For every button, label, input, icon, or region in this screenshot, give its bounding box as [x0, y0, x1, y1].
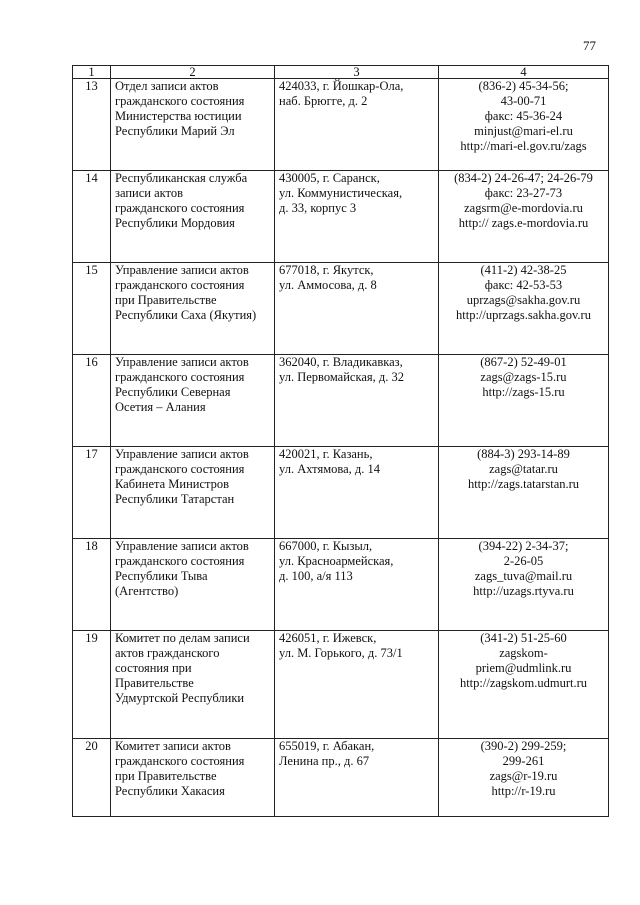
- org-name-line: Республики Саха (Якутия): [115, 308, 257, 322]
- contact-line: (884-3) 293-14-89: [477, 447, 570, 461]
- address-line: 362040, г. Владикавказ,: [279, 355, 403, 369]
- contact-line: факс: 23-27-73: [484, 186, 563, 200]
- address-line: 667000, г. Кызыл,: [279, 539, 373, 553]
- contact-line: 299-261: [502, 754, 545, 768]
- contact-line: uprzags@sakha.gov.ru: [466, 293, 581, 307]
- contacts-cell: [439, 447, 609, 539]
- address-line: ул. Первомайская, д. 32: [279, 370, 404, 384]
- org-name-line: Республики Марий Эл: [115, 124, 235, 138]
- contact-line: (836-2) 45-34-56;: [478, 79, 569, 93]
- contact-line: zags_tuva@mail.ru: [474, 569, 573, 583]
- contact-line: http://zagskom.udmurt.ru: [459, 676, 588, 690]
- address-cell: [275, 355, 439, 447]
- contact-line: zags@r-19.ru: [489, 769, 558, 783]
- org-name-line: Управление записи актов: [115, 539, 249, 553]
- contact-line: (867-2) 52-49-01: [480, 355, 567, 369]
- column-header: 3: [275, 66, 439, 79]
- address-cell: [275, 739, 439, 817]
- org-name-cell: [111, 171, 275, 263]
- org-name-line: Республики Северная: [115, 385, 231, 399]
- org-name-line: Республики Тыва: [115, 569, 208, 583]
- org-name-line: Республиканская служба: [115, 171, 248, 185]
- contacts-cell: [439, 539, 609, 631]
- contact-line: (390-2) 299-259;: [480, 739, 567, 753]
- table-row: [73, 739, 609, 817]
- org-name-cell: [111, 631, 275, 739]
- address-line: 430005, г. Саранск,: [279, 171, 380, 185]
- contact-line: (411-2) 42-38-25: [480, 263, 567, 277]
- org-name-line: гражданского состояния: [115, 94, 245, 108]
- address-line: Ленина пр., д. 67: [279, 754, 370, 768]
- contact-line: 43-00-71: [500, 94, 547, 108]
- org-name-line: Комитет по делам записи: [115, 631, 250, 645]
- contact-line: http://zags.tatarstan.ru: [467, 477, 580, 491]
- org-name-line: Республики Хакасия: [115, 784, 225, 798]
- org-name-line: состояния при: [115, 661, 192, 675]
- contact-line: (394-22) 2-34-37;: [478, 539, 569, 553]
- contact-line: http://mari-el.gov.ru/zags: [460, 139, 587, 153]
- org-name-line: Комитет записи актов: [115, 739, 231, 753]
- contacts-cell: [439, 739, 609, 817]
- org-name-line: гражданского состояния: [115, 370, 245, 384]
- row-number: 14: [73, 171, 111, 263]
- org-name-line: Кабинета Министров: [115, 477, 230, 491]
- address-line: ул. Коммунистическая,: [279, 186, 403, 200]
- page-number: 77: [583, 38, 596, 53]
- contact-line: http://r-19.ru: [491, 784, 556, 798]
- contact-line: minjust@mari-el.ru: [474, 124, 573, 138]
- org-name-line: Республики Мордовия: [115, 216, 235, 230]
- org-name-cell: [111, 355, 275, 447]
- org-name-line: Управление записи актов: [115, 263, 249, 277]
- org-name-line: записи актов: [115, 186, 183, 200]
- org-name-cell: [111, 739, 275, 817]
- contact-line: zagsrm@e-mordovia.ru: [464, 201, 583, 215]
- contact-line: zags@zags-15.ru: [480, 370, 567, 384]
- address-cell: [275, 631, 439, 739]
- contacts-cell: [439, 631, 609, 739]
- address-line: д. 33, корпус 3: [279, 201, 357, 215]
- address-cell: [275, 79, 439, 171]
- org-name-line: при Правительстве: [115, 769, 217, 783]
- org-name-line: гражданского состояния: [115, 462, 245, 476]
- row-number: 13: [73, 79, 111, 171]
- contact-line: 2-26-05: [503, 554, 544, 568]
- org-name-line: гражданского состояния: [115, 554, 245, 568]
- contact-line: (341-2) 51-25-60: [480, 631, 567, 645]
- contact-line: http://uprzags.sakha.gov.ru: [456, 308, 591, 322]
- org-name-cell: [111, 539, 275, 631]
- address-line: 426051, г. Ижевск,: [279, 631, 377, 645]
- contact-line: zags@tatar.ru: [489, 462, 558, 476]
- address-line: наб. Брюгге, д. 2: [279, 94, 368, 108]
- column-header: 2: [111, 66, 275, 79]
- address-cell: [275, 263, 439, 355]
- org-name-cell: [111, 263, 275, 355]
- contact-line: priem@udmlink.ru: [475, 661, 572, 675]
- table-row: [73, 79, 609, 171]
- contact-line: факс: 42-53-53: [484, 278, 563, 292]
- address-cell: [275, 171, 439, 263]
- contacts-cell: [439, 355, 609, 447]
- org-name-line: актов гражданского: [115, 646, 220, 660]
- address-line: 677018, г. Якутск,: [279, 263, 374, 277]
- org-name-line: гражданского состояния: [115, 278, 245, 292]
- contacts-cell: [439, 263, 609, 355]
- org-name-line: при Правительстве: [115, 293, 217, 307]
- org-name-line: Отдел записи актов: [115, 79, 219, 93]
- address-line: 420021, г. Казань,: [279, 447, 373, 461]
- org-name-line: Управление записи актов: [115, 447, 249, 461]
- address-line: ул. Ахтямова, д. 14: [279, 462, 381, 476]
- address-line: 655019, г. Абакан,: [279, 739, 375, 753]
- table-row: [73, 355, 609, 447]
- contact-line: http:// zags.e-mordovia.ru: [458, 216, 589, 230]
- row-number: 19: [73, 631, 111, 739]
- contact-line: http://zags-15.ru: [482, 385, 565, 399]
- org-name-line: Министерства юстиции: [115, 109, 242, 123]
- org-name-line: Осетия – Алания: [115, 400, 206, 414]
- table-row: [73, 631, 609, 739]
- column-header: 1: [73, 66, 111, 79]
- row-number: 15: [73, 263, 111, 355]
- address-line: ул. М. Горького, д. 73/1: [279, 646, 403, 660]
- table-row: [73, 447, 609, 539]
- contact-line: (834-2) 24-26-47; 24-26-79: [454, 171, 593, 185]
- address-line: д. 100, а/я 113: [279, 569, 353, 583]
- row-number: 18: [73, 539, 111, 631]
- row-number: 20: [73, 739, 111, 817]
- row-number: 17: [73, 447, 111, 539]
- org-name-line: Управление записи актов: [115, 355, 249, 369]
- org-name-line: Республики Татарстан: [115, 492, 235, 506]
- address-cell: [275, 539, 439, 631]
- contact-line: http://uzags.rtyva.ru: [473, 584, 574, 598]
- table-row: [73, 171, 609, 263]
- org-name-line: Удмуртской Республики: [115, 691, 245, 705]
- org-name-cell: [111, 79, 275, 171]
- org-name-line: (Агентство): [115, 584, 179, 598]
- org-name-line: гражданского состояния: [115, 201, 245, 215]
- row-number: 16: [73, 355, 111, 447]
- contact-line: факс: 45-36-24: [484, 109, 563, 123]
- org-name-cell: [111, 447, 275, 539]
- address-line: ул. Красноармейская,: [279, 554, 394, 568]
- header-row: [73, 66, 609, 79]
- contacts-cell: [439, 79, 609, 171]
- column-header: 4: [439, 66, 609, 79]
- org-name-line: гражданского состояния: [115, 754, 245, 768]
- contacts-cell: [439, 171, 609, 263]
- org-name-line: Правительстве: [115, 676, 194, 690]
- address-line: 424033, г. Йошкар-Ола,: [279, 79, 404, 93]
- table-row: [73, 539, 609, 631]
- address-cell: [275, 447, 439, 539]
- table-row: [73, 263, 609, 355]
- address-line: ул. Аммосова, д. 8: [279, 278, 377, 292]
- registry-table: [72, 65, 609, 817]
- contact-line: zagskom-: [499, 646, 548, 660]
